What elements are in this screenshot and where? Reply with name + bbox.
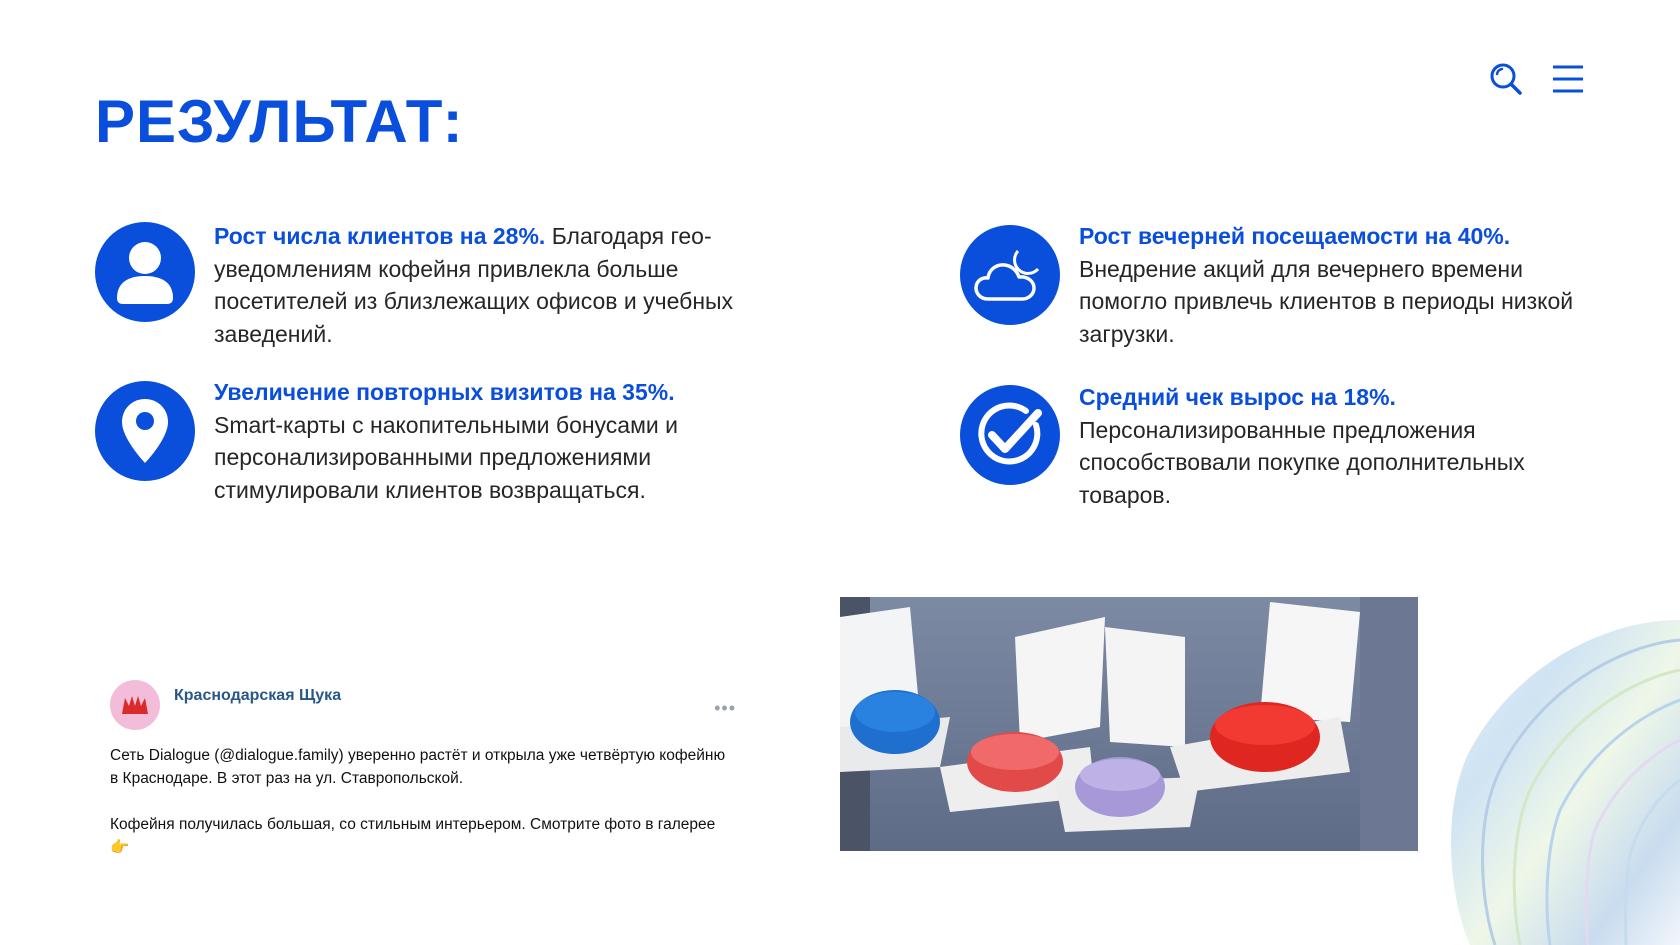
feature-description: Персонализированные предложения способствовали покупке дополнительных товаров.: [1079, 416, 1525, 508]
user-icon: [113, 238, 177, 306]
feature-highlight: Увеличение повторных визитов на 35%.: [214, 379, 675, 405]
avatar[interactable]: [110, 680, 160, 730]
header-actions: [1489, 62, 1585, 96]
menu-icon[interactable]: [1551, 62, 1585, 96]
cloud-moon-icon: [972, 245, 1048, 305]
feature-text: [1079, 220, 1600, 350]
feature-icon-badge: [95, 222, 195, 322]
feature-icon-badge: [95, 381, 195, 481]
pointing-hand-icon: 👉: [110, 839, 130, 856]
feature-clients-growth: [95, 220, 795, 350]
feature-evening-visits: [960, 220, 1600, 350]
feature-description: Внедрение акций для вечернего времени помогло привлечь клиентов в периоды низкой загрузки.: [1079, 255, 1574, 347]
feature-icon-badge: [960, 385, 1060, 485]
post-header: [110, 680, 730, 730]
post-body: [110, 744, 730, 859]
check-circle-icon: [970, 395, 1050, 475]
more-options-icon[interactable]: •••: [714, 698, 736, 718]
feature-text: [214, 376, 795, 506]
page-title: РЕЗУЛЬТАТ:: [95, 88, 464, 155]
decorative-shape: [1440, 620, 1680, 945]
post-paragraph: Кофейня получилась большая, со стильным интерьером. Смотрите фото в галерее 👉: [110, 816, 716, 856]
feature-icon-badge: [960, 225, 1060, 325]
feature-repeat-visits: [95, 376, 795, 506]
cakes-photo: [840, 597, 1418, 851]
feature-text: [1079, 381, 1600, 511]
feature-text: [214, 220, 795, 350]
search-icon[interactable]: [1489, 62, 1523, 96]
feature-average-check: [960, 381, 1600, 511]
feature-description: Smart-карты с накопительными бонусами и персонализированными предложениями стимулировали клиентов возвращаться.: [214, 411, 678, 503]
pike-logo-icon: [120, 694, 150, 716]
map-pin-icon: [120, 397, 170, 465]
feature-highlight: Рост числа клиентов на 28%.: [214, 223, 546, 249]
social-post: [110, 680, 736, 859]
feature-description: Благодаря гео-уведомлениям кофейня привлекла больше посетителей из близлежащих офисов и учебных заведений.: [214, 223, 734, 347]
post-paragraph: Сеть Dialogue (@dialogue.family) уверенно растёт и открыла уже четвёртую кофейню в Краснодаре. В этот раз на ул. Ставропольской.: [110, 747, 726, 787]
feature-highlight: Рост вечерней посещаемости на 40%.: [1079, 223, 1511, 249]
post-author[interactable]: Краснодарская Щука: [174, 687, 342, 704]
feature-highlight: Средний чек вырос на 18%.: [1079, 384, 1396, 410]
